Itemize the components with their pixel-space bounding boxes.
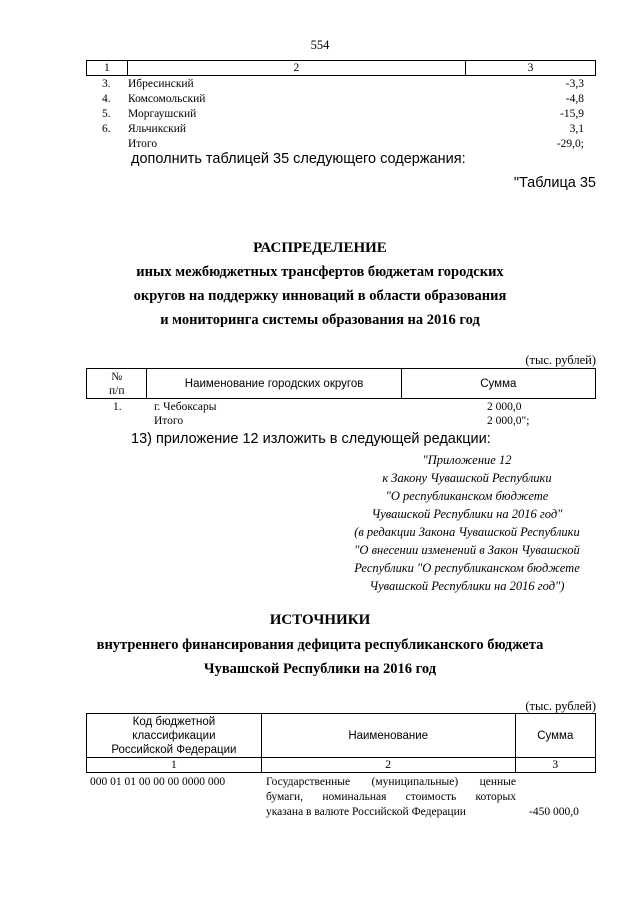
row-num: 3. — [102, 78, 111, 90]
row-value: -29,0; — [556, 138, 584, 150]
col-num-line1: № — [111, 370, 123, 383]
continuation-table — [86, 60, 596, 76]
index-col-3: 3 — [515, 758, 595, 773]
appendix-header — [336, 451, 598, 595]
col-num-line2: п/п — [108, 384, 125, 397]
col-sum-header: Сумма — [401, 369, 595, 399]
section1-title: РАСПРЕДЕЛЕНИЕ — [253, 240, 387, 256]
index-col-2: 2 — [261, 758, 515, 773]
table-row — [86, 107, 596, 122]
row-name-line: Государственные (муниципальные) ценные — [266, 776, 516, 788]
row-value: -3,3 — [565, 78, 584, 90]
row-name: Ибресинский — [128, 78, 194, 90]
row-code: 000 01 01 00 00 00 0000 000 — [90, 776, 226, 788]
row-value: 2 000,0 — [487, 401, 522, 413]
row-name: Яльчикский — [128, 123, 187, 135]
appendix-line: к Закону Чувашской Республики — [382, 471, 552, 485]
appendix-line: "О внесении изменений в Закон Чувашской — [354, 543, 580, 557]
transfers-table — [86, 368, 596, 399]
transfers-table-body — [86, 400, 596, 428]
row-name: г. Чебоксары — [154, 401, 217, 413]
appendix-line: "О республиканском бюджете — [385, 489, 549, 503]
col-num-header — [87, 369, 147, 399]
section2-units: (тыс. рублей) — [525, 699, 596, 713]
supplement-text: дополнить таблицей 35 следующего содержания: — [131, 151, 466, 167]
table-row — [86, 775, 596, 825]
continuation-table-body — [86, 77, 596, 152]
appendix-line: "Приложение 12 — [422, 453, 512, 467]
row-num: 5. — [102, 108, 111, 120]
row-num: 1. — [113, 401, 122, 413]
table35-label: "Таблица 35 — [513, 175, 596, 191]
col-header-3: 3 — [466, 61, 596, 76]
col-code-line: классификации — [132, 729, 216, 742]
table-row — [86, 414, 596, 428]
row-name: Моргаушский — [128, 108, 197, 120]
col-header-1: 1 — [87, 61, 128, 76]
table-row — [86, 122, 596, 137]
row-value: 3,1 — [569, 123, 584, 135]
table-row — [86, 92, 596, 107]
row-name — [266, 775, 516, 820]
row-name: Итого — [154, 415, 184, 427]
row-value: -15,9 — [560, 108, 584, 120]
transfers-table-header — [86, 368, 596, 399]
row-value: 2 000,0"; — [487, 415, 530, 427]
sources-table-header — [86, 713, 596, 773]
table-row — [86, 77, 596, 92]
col-name-header: Наименование городских округов — [147, 369, 401, 399]
row-name: Комсомольский — [128, 93, 206, 105]
appendix-line: Чувашской Республики на 2016 год" — [371, 507, 563, 521]
appendix-line: Республики "О республиканском бюджете — [354, 561, 580, 575]
appendix-line: Чувашской Республики на 2016 год") — [369, 579, 565, 593]
row-num: 6. — [102, 123, 111, 135]
section1-subtitle-3: и мониторинга системы образования на 2016 год — [160, 312, 480, 328]
appendix-line: (в редакции Закона Чувашской Республики — [354, 525, 580, 539]
col-code-line: Код бюджетной — [132, 715, 216, 728]
section1-subtitle-1: иных межбюджетных трансфертов бюджетам городских — [136, 264, 504, 280]
row-name-line: указана в валюте Российской Федерации — [266, 806, 466, 818]
section1-units: (тыс. рублей) — [525, 353, 596, 367]
col-header-2: 2 — [127, 61, 465, 76]
section1-subtitle-2: округов на поддержку инноваций в области образования — [133, 288, 507, 304]
table-row — [86, 400, 596, 414]
section2-title: ИСТОЧНИКИ — [269, 612, 371, 628]
section2-subtitle-1: внутреннего финансирования дефицита республиканского бюджета — [96, 637, 544, 653]
section2-subtitle-2: Чувашской Республики на 2016 год — [203, 661, 437, 677]
col-name-header: Наименование — [261, 714, 515, 758]
continuation-table-header — [86, 60, 596, 76]
table-row — [86, 137, 596, 152]
row-num: 4. — [102, 93, 111, 105]
index-col-1: 1 — [87, 758, 262, 773]
row-name: Итого — [128, 138, 158, 150]
row-name-line: бумаги, номинальная стоимость которых — [266, 791, 516, 803]
col-code-header — [87, 714, 262, 758]
sources-table — [86, 713, 596, 773]
col-sum-header: Сумма — [515, 714, 595, 758]
row-value: -4,8 — [565, 93, 584, 105]
appendix-text: 13) приложение 12 изложить в следующей редакции: — [131, 431, 491, 447]
page-number: 554 — [310, 38, 330, 52]
row-value: -450 000,0 — [529, 806, 579, 818]
col-code-line: Российской Федерации — [111, 743, 237, 756]
